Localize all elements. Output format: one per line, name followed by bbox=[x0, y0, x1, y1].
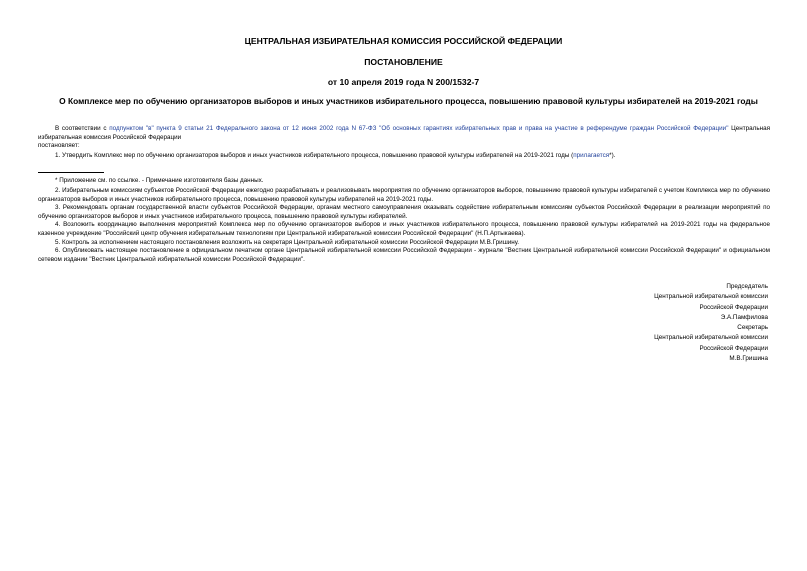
chair-title: Председатель bbox=[726, 283, 768, 290]
signature-block bbox=[654, 282, 768, 364]
footnote: * Приложение см. по ссылке. - Примечание изготовителя базы данных. bbox=[55, 177, 264, 184]
item-6: 6. Опубликовать настоящее постановление в официальном печатном органе Центральной избирательной комиссии Российской Федерации - журнале "Вестник Центральной избирательной комиссии Российской Федерации" и официальном сетевом издании "Вестник Центральной избирательной комиссии Российской Федерации". bbox=[38, 247, 770, 263]
commission-title: ЦЕНТРАЛЬНАЯ ИЗБИРАТЕЛЬНАЯ КОМИССИЯ РОССИЙСКОЙ ФЕДЕРАЦИИ bbox=[244, 36, 563, 46]
intro-paragraph bbox=[38, 125, 770, 142]
intro-block bbox=[38, 125, 770, 160]
footnote-divider bbox=[38, 172, 104, 173]
item-5: 5. Контроль за исполнением настоящего постановления возложить на секретаря Центральной избирательной комиссии Российской Федерации М.В.Гришину. bbox=[55, 238, 520, 246]
item-3: 3. Рекомендовать органам государственной власти субъектов Российской Федерации, органам местного самоуправления оказывать содействие избирательным комиссиям субъектов Российской Федерации в реализации мероприятий по обучению организаторов выборов и иных участников избирательного процесса, повышению правовой культуры избирателей. bbox=[38, 204, 770, 220]
chair-country: Российской Федерации bbox=[699, 303, 768, 311]
chair-org: Центральной избирательной комиссии bbox=[654, 293, 768, 301]
item-1-text: 1. Утвердить Комплекс мер по обучению организаторов выборов и иных участников избирательного процесса, повышению правовой культуры избирателей на 2019-2021 годы ( bbox=[55, 151, 574, 159]
secretary-name: М.В.Гришина bbox=[729, 355, 768, 363]
secretary-org: Центральной избирательной комиссии bbox=[654, 334, 768, 342]
secretary-country: Российской Федерации bbox=[699, 344, 768, 352]
chair-name: Э.А.Памфилова bbox=[720, 313, 768, 321]
document-type: ПОСТАНОВЛЕНИЕ bbox=[364, 57, 443, 67]
decides-text: постановляет: bbox=[38, 142, 80, 150]
item-1-suffix: *). bbox=[609, 151, 616, 159]
intro-suffix: Центральная избирательная комиссия Российской Федерации bbox=[38, 125, 771, 141]
item-1 bbox=[38, 152, 770, 161]
intro-prefix: В соответствии с bbox=[55, 125, 110, 132]
appendix-link[interactable]: прилагается bbox=[573, 151, 610, 159]
law-link[interactable]: подпунктом "в" пункта 9 статьи 21 Федерального закона от 12 июня 2002 года N 67-ФЗ "Об основных гарантиях избирательных прав и права на участие в референдуме граждан Российской Федерации" bbox=[109, 125, 729, 132]
items-block bbox=[38, 187, 770, 264]
document-date-number: от 10 апреля 2019 года N 200/1532-7 bbox=[327, 77, 480, 87]
item-2: 2. Избирательным комиссиям субъектов Российской Федерации ежегодно разрабатывать и реализовывать мероприятия по обучению организаторов выборов, повышению правовой культуры избирателей с учетом Комплекса мер по обучению организаторов выборов и иных участников избирательного процесса, повышению правовой культуры избирателей на 2019-2021 годы. bbox=[38, 187, 770, 203]
secretary-title: Секретарь bbox=[737, 324, 768, 332]
document-subject: О Комплексе мер по обучению организаторов выборов и иных участников избирательного процесса, повышению правовой культуры избирателей на 2019-2021 годы bbox=[59, 96, 758, 106]
item-4: 4. Возложить координацию выполнения мероприятий Комплекса мер по обучению организаторов выборов и иных участников избирательного процесса, повышению правовой культуры избирателей на 2019-2021 годы на федеральное казенное учреждение "Российский центр обучения избирательным технологиям при Центральной избирательной комиссии Российской Федерации" (Н.П.Артыкаева). bbox=[38, 221, 770, 237]
